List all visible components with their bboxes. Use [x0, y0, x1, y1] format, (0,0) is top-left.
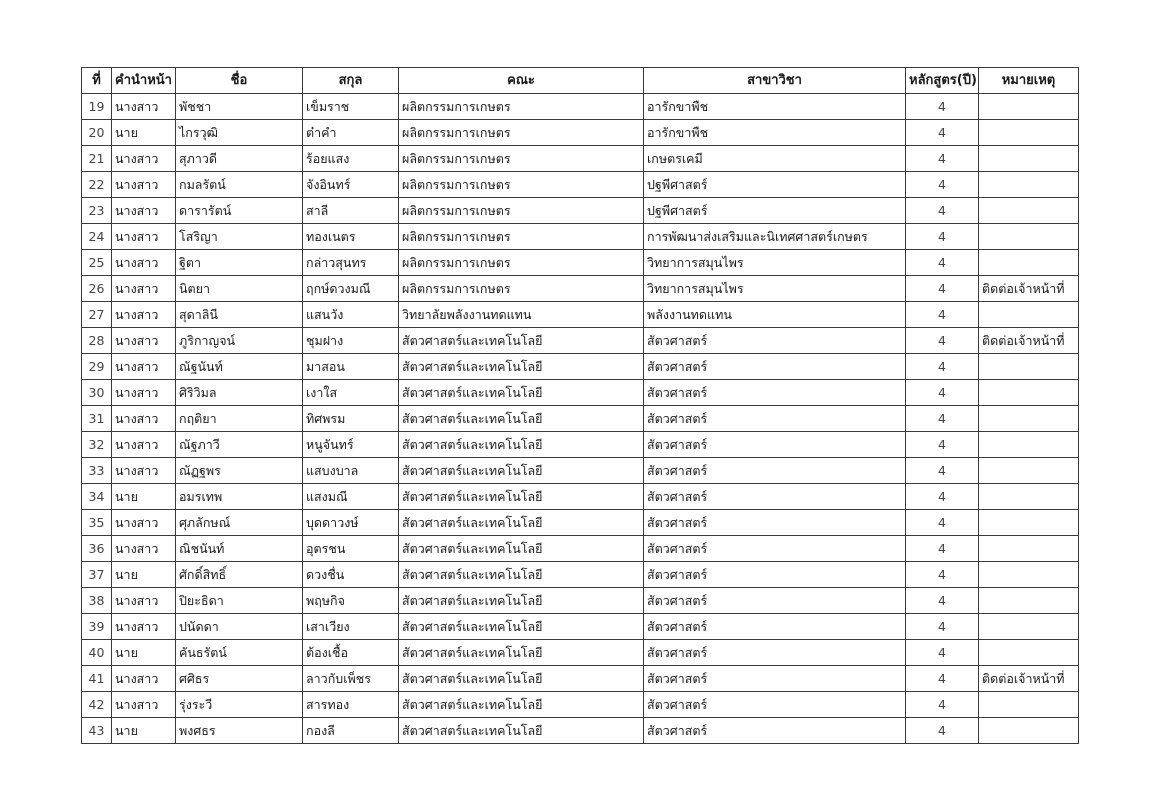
- cell-no: 26: [82, 276, 112, 302]
- cell-first-name: ภูริกาญจน์: [176, 328, 303, 354]
- cell-prefix: นางสาว: [112, 510, 176, 536]
- cell-faculty: สัตวศาสตร์และเทคโนโลยี: [399, 458, 644, 484]
- cell-no: 40: [82, 640, 112, 666]
- cell-faculty: ผลิตกรรมการเกษตร: [399, 94, 644, 120]
- cell-years: 4: [906, 94, 979, 120]
- cell-last-name: กล่าวสุนทร: [303, 250, 399, 276]
- cell-faculty: สัตวศาสตร์และเทคโนโลยี: [399, 406, 644, 432]
- cell-first-name: กฤติยา: [176, 406, 303, 432]
- cell-years: 4: [906, 276, 979, 302]
- cell-years: 4: [906, 640, 979, 666]
- cell-faculty: สัตวศาสตร์และเทคโนโลยี: [399, 640, 644, 666]
- cell-major: สัตวศาสตร์: [644, 406, 906, 432]
- cell-faculty: สัตวศาสตร์และเทคโนโลยี: [399, 666, 644, 692]
- cell-remark: [979, 250, 1079, 276]
- table-row: [82, 172, 1079, 198]
- cell-first-name: ไกรวุฒิ: [176, 120, 303, 146]
- cell-faculty: สัตวศาสตร์และเทคโนโลยี: [399, 432, 644, 458]
- cell-faculty: ผลิตกรรมการเกษตร: [399, 120, 644, 146]
- cell-last-name: ทองเนตร: [303, 224, 399, 250]
- cell-major: พลังงานทดแทน: [644, 302, 906, 328]
- cell-prefix: นาย: [112, 718, 176, 744]
- cell-no: 28: [82, 328, 112, 354]
- cell-faculty: สัตวศาสตร์และเทคโนโลยี: [399, 354, 644, 380]
- cell-faculty: สัตวศาสตร์และเทคโนโลยี: [399, 562, 644, 588]
- cell-major: วิทยาการสมุนไพร: [644, 250, 906, 276]
- cell-remark: [979, 94, 1079, 120]
- cell-prefix: นาย: [112, 640, 176, 666]
- table-row: [82, 458, 1079, 484]
- table-row: [82, 614, 1079, 640]
- cell-prefix: นางสาว: [112, 432, 176, 458]
- cell-remark: [979, 718, 1079, 744]
- cell-no: 22: [82, 172, 112, 198]
- cell-last-name: เสาเวียง: [303, 614, 399, 640]
- cell-first-name: ณิชนันท์: [176, 536, 303, 562]
- cell-remark: [979, 614, 1079, 640]
- cell-major: สัตวศาสตร์: [644, 380, 906, 406]
- cell-remark: [979, 172, 1079, 198]
- table-row: [82, 640, 1079, 666]
- cell-last-name: เข็มราช: [303, 94, 399, 120]
- cell-first-name: พงศธร: [176, 718, 303, 744]
- table-row: [82, 354, 1079, 380]
- cell-years: 4: [906, 692, 979, 718]
- cell-remark: [979, 458, 1079, 484]
- cell-first-name: ปนัดดา: [176, 614, 303, 640]
- cell-faculty: สัตวศาสตร์และเทคโนโลยี: [399, 692, 644, 718]
- table-row: [82, 562, 1079, 588]
- cell-remark: [979, 380, 1079, 406]
- cell-prefix: นางสาว: [112, 94, 176, 120]
- table-row: [82, 406, 1079, 432]
- cell-no: 25: [82, 250, 112, 276]
- cell-prefix: นาย: [112, 562, 176, 588]
- cell-last-name: สาลี: [303, 198, 399, 224]
- cell-faculty: สัตวศาสตร์และเทคโนโลยี: [399, 718, 644, 744]
- cell-first-name: พัชชา: [176, 94, 303, 120]
- cell-years: 4: [906, 146, 979, 172]
- cell-prefix: นางสาว: [112, 172, 176, 198]
- cell-first-name: ณัฐภาวี: [176, 432, 303, 458]
- table-row: [82, 120, 1079, 146]
- cell-faculty: สัตวศาสตร์และเทคโนโลยี: [399, 510, 644, 536]
- cell-faculty: ผลิตกรรมการเกษตร: [399, 276, 644, 302]
- cell-first-name: ณัฐนันท์: [176, 354, 303, 380]
- cell-no: 19: [82, 94, 112, 120]
- cell-no: 43: [82, 718, 112, 744]
- cell-major: ปฐพีศาสตร์: [644, 198, 906, 224]
- cell-last-name: มาสอน: [303, 354, 399, 380]
- cell-remark: [979, 224, 1079, 250]
- cell-no: 30: [82, 380, 112, 406]
- cell-no: 37: [82, 562, 112, 588]
- cell-faculty: ผลิตกรรมการเกษตร: [399, 250, 644, 276]
- cell-last-name: สารทอง: [303, 692, 399, 718]
- table-header-row: [82, 68, 1079, 94]
- cell-years: 4: [906, 458, 979, 484]
- cell-first-name: อมรเทพ: [176, 484, 303, 510]
- table-row: [82, 146, 1079, 172]
- cell-years: 4: [906, 224, 979, 250]
- cell-remark: ติดต่อเจ้าหน้าที่: [979, 666, 1079, 692]
- cell-major: การพัฒนาส่งเสริมและนิเทศศาสตร์เกษตร: [644, 224, 906, 250]
- cell-years: 4: [906, 536, 979, 562]
- cell-prefix: นางสาว: [112, 692, 176, 718]
- cell-remark: [979, 120, 1079, 146]
- table-row: [82, 380, 1079, 406]
- cell-no: 29: [82, 354, 112, 380]
- table-body: [82, 94, 1079, 744]
- cell-first-name: คันธรัตน์: [176, 640, 303, 666]
- cell-last-name: ต้องเชื้อ: [303, 640, 399, 666]
- cell-first-name: ศิริวิมล: [176, 380, 303, 406]
- cell-first-name: ฐิตา: [176, 250, 303, 276]
- cell-no: 39: [82, 614, 112, 640]
- cell-first-name: ศศิธร: [176, 666, 303, 692]
- cell-major: สัตวศาสตร์: [644, 432, 906, 458]
- cell-no: 20: [82, 120, 112, 146]
- cell-no: 33: [82, 458, 112, 484]
- cell-last-name: เงาใส: [303, 380, 399, 406]
- cell-faculty: ผลิตกรรมการเกษตร: [399, 146, 644, 172]
- cell-major: สัตวศาสตร์: [644, 484, 906, 510]
- cell-years: 4: [906, 172, 979, 198]
- cell-years: 4: [906, 120, 979, 146]
- cell-first-name: ดารารัตน์: [176, 198, 303, 224]
- cell-major: วิทยาการสมุนไพร: [644, 276, 906, 302]
- cell-faculty: สัตวศาสตร์และเทคโนโลยี: [399, 484, 644, 510]
- table-row: [82, 666, 1079, 692]
- cell-first-name: กมลรัตน์: [176, 172, 303, 198]
- cell-prefix: นางสาว: [112, 250, 176, 276]
- header-faculty: คณะ: [399, 68, 644, 94]
- student-roster-table: [81, 67, 1079, 744]
- cell-first-name: ณัฏฐพร: [176, 458, 303, 484]
- cell-prefix: นางสาว: [112, 666, 176, 692]
- header-prefix: คำนำหน้า: [112, 68, 176, 94]
- cell-remark: [979, 302, 1079, 328]
- cell-prefix: นางสาว: [112, 406, 176, 432]
- table-row: [82, 588, 1079, 614]
- cell-remark: [979, 640, 1079, 666]
- cell-years: 4: [906, 198, 979, 224]
- cell-major: สัตวศาสตร์: [644, 562, 906, 588]
- cell-prefix: นาย: [112, 120, 176, 146]
- cell-remark: [979, 432, 1079, 458]
- cell-last-name: บุดดาวงษ์: [303, 510, 399, 536]
- cell-remark: [979, 484, 1079, 510]
- cell-major: สัตวศาสตร์: [644, 536, 906, 562]
- cell-major: สัตวศาสตร์: [644, 640, 906, 666]
- cell-years: 4: [906, 250, 979, 276]
- cell-no: 24: [82, 224, 112, 250]
- table-row: [82, 276, 1079, 302]
- cell-no: 35: [82, 510, 112, 536]
- cell-prefix: นางสาว: [112, 588, 176, 614]
- cell-first-name: โสริญา: [176, 224, 303, 250]
- cell-years: 4: [906, 354, 979, 380]
- cell-no: 38: [82, 588, 112, 614]
- cell-no: 41: [82, 666, 112, 692]
- cell-years: 4: [906, 328, 979, 354]
- cell-remark: ติดต่อเจ้าหน้าที่: [979, 276, 1079, 302]
- cell-first-name: รุ่งระวี: [176, 692, 303, 718]
- table-row: [82, 328, 1079, 354]
- header-no: ที่: [82, 68, 112, 94]
- cell-last-name: ดวงชื่น: [303, 562, 399, 588]
- cell-years: 4: [906, 718, 979, 744]
- header-last-name: สกุล: [303, 68, 399, 94]
- cell-major: สัตวศาสตร์: [644, 614, 906, 640]
- cell-no: 31: [82, 406, 112, 432]
- cell-last-name: อุตรชน: [303, 536, 399, 562]
- cell-remark: [979, 510, 1079, 536]
- cell-years: 4: [906, 380, 979, 406]
- cell-first-name: นิตยา: [176, 276, 303, 302]
- cell-last-name: แสบงบาล: [303, 458, 399, 484]
- cell-no: 32: [82, 432, 112, 458]
- cell-last-name: ฤกษ์ดวงมณี: [303, 276, 399, 302]
- cell-last-name: ลาวกับเพ็ชร: [303, 666, 399, 692]
- cell-prefix: นางสาว: [112, 198, 176, 224]
- cell-years: 4: [906, 562, 979, 588]
- table-row: [82, 484, 1079, 510]
- cell-no: 23: [82, 198, 112, 224]
- cell-faculty: สัตวศาสตร์และเทคโนโลยี: [399, 588, 644, 614]
- table-row: [82, 198, 1079, 224]
- cell-major: สัตวศาสตร์: [644, 718, 906, 744]
- cell-no: 27: [82, 302, 112, 328]
- cell-prefix: นางสาว: [112, 328, 176, 354]
- cell-major: สัตวศาสตร์: [644, 692, 906, 718]
- cell-years: 4: [906, 432, 979, 458]
- cell-years: 4: [906, 614, 979, 640]
- cell-prefix: นางสาว: [112, 302, 176, 328]
- cell-first-name: สุภาวดี: [176, 146, 303, 172]
- cell-major: อารักขาพืช: [644, 94, 906, 120]
- table-row: [82, 224, 1079, 250]
- cell-faculty: ผลิตกรรมการเกษตร: [399, 198, 644, 224]
- cell-prefix: นางสาว: [112, 458, 176, 484]
- cell-prefix: นาย: [112, 484, 176, 510]
- table-row: [82, 432, 1079, 458]
- header-years: หลักสูตร(ปี): [906, 68, 979, 94]
- cell-prefix: นางสาว: [112, 354, 176, 380]
- cell-remark: ติดต่อเจ้าหน้าที่: [979, 328, 1079, 354]
- cell-remark: [979, 692, 1079, 718]
- table-row: [82, 94, 1079, 120]
- cell-last-name: ต๋าคำ: [303, 120, 399, 146]
- cell-prefix: นางสาว: [112, 536, 176, 562]
- cell-last-name: ชุมฝาง: [303, 328, 399, 354]
- cell-last-name: หนูจันทร์: [303, 432, 399, 458]
- cell-faculty: สัตวศาสตร์และเทคโนโลยี: [399, 536, 644, 562]
- cell-major: ปฐพีศาสตร์: [644, 172, 906, 198]
- cell-prefix: นางสาว: [112, 614, 176, 640]
- cell-prefix: นางสาว: [112, 224, 176, 250]
- cell-first-name: ปิยะธิดา: [176, 588, 303, 614]
- cell-faculty: สัตวศาสตร์และเทคโนโลยี: [399, 380, 644, 406]
- cell-major: เกษตรเคมี: [644, 146, 906, 172]
- cell-first-name: สุดาลินี: [176, 302, 303, 328]
- table-row: [82, 302, 1079, 328]
- cell-remark: [979, 588, 1079, 614]
- cell-remark: [979, 198, 1079, 224]
- cell-faculty: สัตวศาสตร์และเทคโนโลยี: [399, 614, 644, 640]
- cell-remark: [979, 146, 1079, 172]
- cell-remark: [979, 406, 1079, 432]
- table-row: [82, 510, 1079, 536]
- table-row: [82, 692, 1079, 718]
- cell-remark: [979, 562, 1079, 588]
- cell-major: สัตวศาสตร์: [644, 666, 906, 692]
- cell-last-name: แสนวัง: [303, 302, 399, 328]
- cell-no: 21: [82, 146, 112, 172]
- cell-years: 4: [906, 302, 979, 328]
- cell-remark: [979, 354, 1079, 380]
- table-row: [82, 536, 1079, 562]
- cell-prefix: นางสาว: [112, 276, 176, 302]
- cell-years: 4: [906, 406, 979, 432]
- table-row: [82, 718, 1079, 744]
- cell-first-name: ศุภลักษณ์: [176, 510, 303, 536]
- cell-last-name: จังอินทร์: [303, 172, 399, 198]
- cell-first-name: ศักดิ์สิทธิ์: [176, 562, 303, 588]
- cell-major: สัตวศาสตร์: [644, 458, 906, 484]
- cell-no: 36: [82, 536, 112, 562]
- cell-prefix: นางสาว: [112, 380, 176, 406]
- cell-last-name: กองลี: [303, 718, 399, 744]
- cell-faculty: ผลิตกรรมการเกษตร: [399, 224, 644, 250]
- cell-prefix: นางสาว: [112, 146, 176, 172]
- cell-years: 4: [906, 588, 979, 614]
- cell-faculty: ผลิตกรรมการเกษตร: [399, 172, 644, 198]
- cell-major: สัตวศาสตร์: [644, 510, 906, 536]
- cell-last-name: พฤษกิจ: [303, 588, 399, 614]
- cell-major: สัตวศาสตร์: [644, 588, 906, 614]
- cell-major: อารักขาพืช: [644, 120, 906, 146]
- cell-remark: [979, 536, 1079, 562]
- cell-faculty: สัตวศาสตร์และเทคโนโลยี: [399, 328, 644, 354]
- cell-years: 4: [906, 484, 979, 510]
- header-remark: หมายเหตุ: [979, 68, 1079, 94]
- cell-no: 42: [82, 692, 112, 718]
- cell-last-name: ทิศพรม: [303, 406, 399, 432]
- cell-no: 34: [82, 484, 112, 510]
- cell-years: 4: [906, 666, 979, 692]
- header-major: สาขาวิชา: [644, 68, 906, 94]
- header-first-name: ชื่อ: [176, 68, 303, 94]
- cell-major: สัตวศาสตร์: [644, 328, 906, 354]
- cell-years: 4: [906, 510, 979, 536]
- cell-faculty: วิทยาลัยพลังงานทดแทน: [399, 302, 644, 328]
- cell-last-name: ร้อยแสง: [303, 146, 399, 172]
- cell-major: สัตวศาสตร์: [644, 354, 906, 380]
- cell-last-name: แสงมณี: [303, 484, 399, 510]
- table-row: [82, 250, 1079, 276]
